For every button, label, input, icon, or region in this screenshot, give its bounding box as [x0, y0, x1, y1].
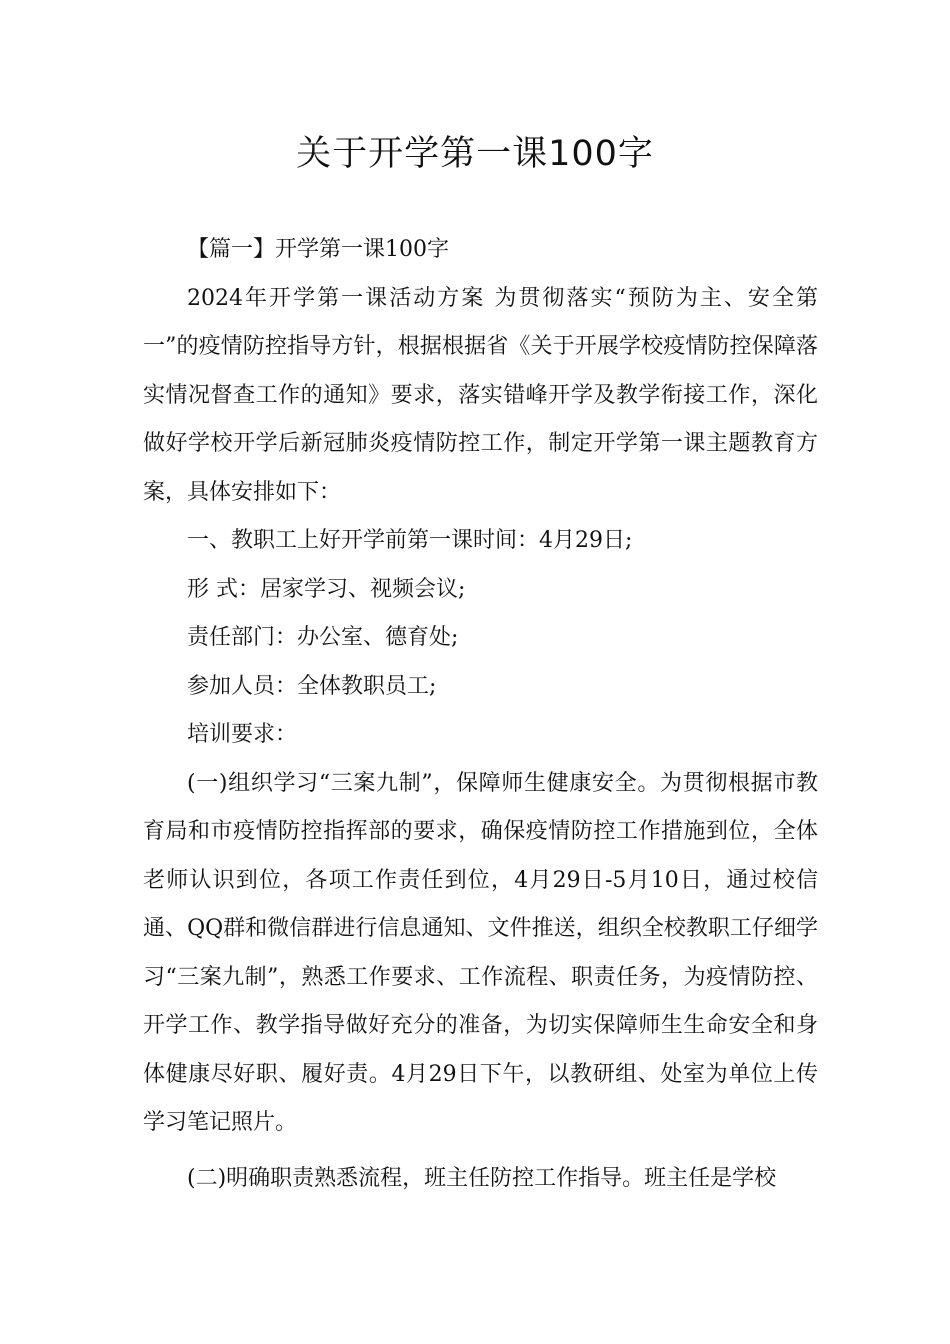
paragraph-item-department: 责任部门：办公室、德育处;	[187, 625, 459, 650]
paragraph-requirement-1: (一)组织学习“三案九制”，保障师生健康安全。为贯彻根据市教育局和市疫情防控指挥部的要求，确保疫情防控工作措施到位，全体老师认识到位，各项工作责任到位，4月29日-5月10日，通过校信通、QQ群和微信群进行信息通知、文件推送，组织全校教职工仔细学习“三案九制”，熟悉工作要求、工作流程、职责任务，为疫情防控、开学工作、教学指导做好充分的准备，为切实保障师生生命安全和身体健康尽好职、履好责。4月29日下午，以教研组、处室为单位上传学习笔记照片。	[143, 770, 818, 1135]
paragraph-item-time: 一、教职工上好开学前第一课时间：4月29日;	[187, 528, 633, 553]
document-body	[143, 226, 818, 1203]
paragraph-item-participants: 参加人员：全体教职员工;	[187, 673, 437, 699]
paragraph-requirement-2: (二)明确职责熟悉流程，班主任防控工作指导。班主任是学校	[187, 1165, 777, 1191]
paragraph-item-requirements: 培训要求：	[187, 722, 298, 747]
document-title: 关于开学第一课100字	[296, 134, 654, 174]
section-heading: 【篇一】开学第一课100字	[187, 237, 449, 262]
paragraph-intro: 2024年开学第一课活动方案 为贯彻落实“预防为主、安全第一”的疫情防控指导方针，根据根据省《关于开展学校疫情防控保障落实情况督查工作的通知》要求，落实错峰开学及教学衔接工作，深化做好学校开学后新冠肺炎疫情防控工作，制定开学第一课主题教育方案，具体安排如下：	[143, 285, 818, 505]
paragraph-item-format: 形 式：居家学习、视频会议;	[187, 576, 466, 602]
